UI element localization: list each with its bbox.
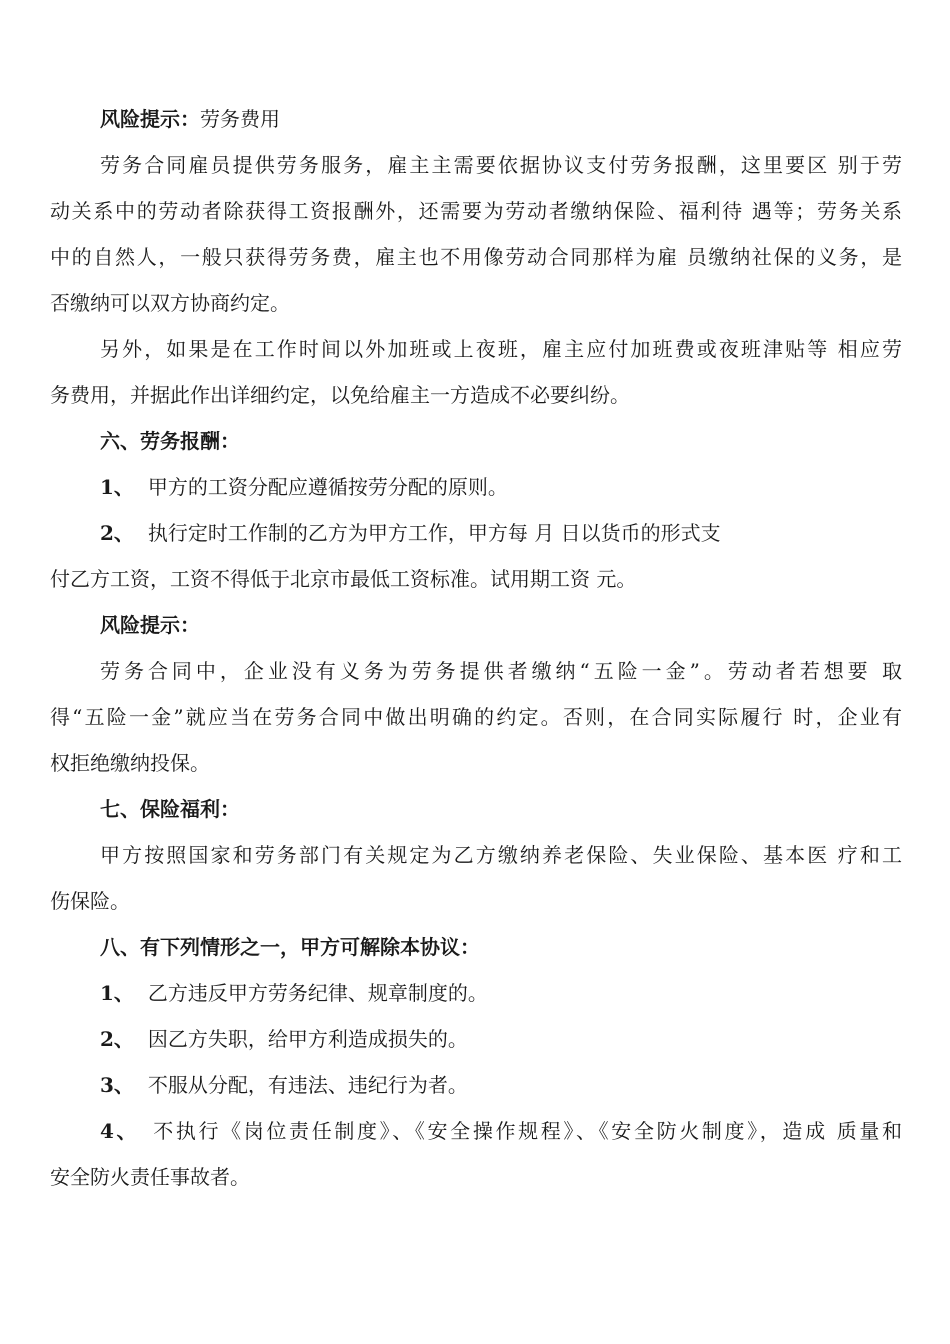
paragraph-line: 安全防火责任事故者。 xyxy=(50,1165,250,1189)
paragraph-line: 劳务合同中，企业没有义务为劳务提供者缴纳“五险一金”。劳动者若想要 取 xyxy=(100,659,902,683)
section6-heading: 六、劳务报酬： xyxy=(100,429,240,453)
list-number: 3、 xyxy=(100,1073,134,1097)
list-text: 不执行《岗位责任制度》、《安全操作规程》、《安全防火制度》，造成 质量和 xyxy=(153,1119,902,1143)
risk2-heading: 风险提示： xyxy=(100,613,200,637)
paragraph-line: 劳务合同雇员提供劳务服务，雇主主需要依据协议支付劳务报酬，这里要区 别于劳 xyxy=(100,153,902,177)
list-text: 因乙方失职，给甲方利造成损失的。 xyxy=(147,1027,468,1051)
paragraph-line: 动关系中的劳动者除获得工资报酬外，还需要为劳动者缴纳保险、福利待 遇等；劳务关系 xyxy=(50,199,902,223)
risk-fee-heading xyxy=(50,96,902,142)
list-number: 1、 xyxy=(100,475,134,499)
list-item xyxy=(50,1062,902,1108)
list-item xyxy=(50,1016,902,1062)
document-page xyxy=(50,96,902,1200)
paragraph-line: 得“五险一金”就应当在劳务合同中做出明确的约定。否则，在合同实际履行 时，企业有 xyxy=(50,705,902,729)
paragraph-line: 付乙方工资，工资不得低于北京市最低工资标准。试用期工资 元。 xyxy=(50,567,637,591)
paragraph-line: 权拒绝缴纳投保。 xyxy=(50,751,210,775)
paragraph-line: 伤保险。 xyxy=(50,889,130,913)
section7-heading: 七、保险福利： xyxy=(100,797,240,821)
list-item xyxy=(50,1108,902,1154)
list-number: 2、 xyxy=(100,521,134,545)
list-text: 乙方违反甲方劳务纪律、规章制度的。 xyxy=(147,981,488,1005)
list-number: 4、 xyxy=(100,1119,140,1143)
list-item xyxy=(50,970,902,1016)
paragraph-line: 另外，如果是在工作时间以外加班或上夜班，雇主应付加班费或夜班津贴等 相应劳 xyxy=(100,337,902,361)
risk-label: 风险提示： xyxy=(100,107,200,131)
paragraph-line: 否缴纳可以双方协商约定。 xyxy=(50,291,290,315)
risk-value: 劳务费用 xyxy=(200,107,280,131)
paragraph-line: 务费用，并据此作出详细约定，以免给雇主一方造成不必要纠纷。 xyxy=(50,383,630,407)
paragraph-line: 甲方按照国家和劳务部门有关规定为乙方缴纳养老保险、失业保险、基本医 疗和工 xyxy=(100,843,902,867)
list-text: 甲方的工资分配应遵循按劳分配的原则。 xyxy=(147,475,508,499)
paragraph-line: 中的自然人，一般只获得劳务费，雇主也不用像劳动合同那样为雇 员缴纳社保的义务，是 xyxy=(50,245,902,269)
list-item xyxy=(50,464,902,510)
list-item xyxy=(50,510,902,556)
list-number: 1、 xyxy=(100,981,134,1005)
section8-heading: 八、有下列情形之一，甲方可解除本协议： xyxy=(100,935,480,959)
list-text: 执行定时工作制的乙方为甲方工作，甲方每 月 日以货币的形式支 xyxy=(147,521,721,545)
list-text: 不服从分配，有违法、违纪行为者。 xyxy=(147,1073,468,1097)
list-number: 2、 xyxy=(100,1027,134,1051)
